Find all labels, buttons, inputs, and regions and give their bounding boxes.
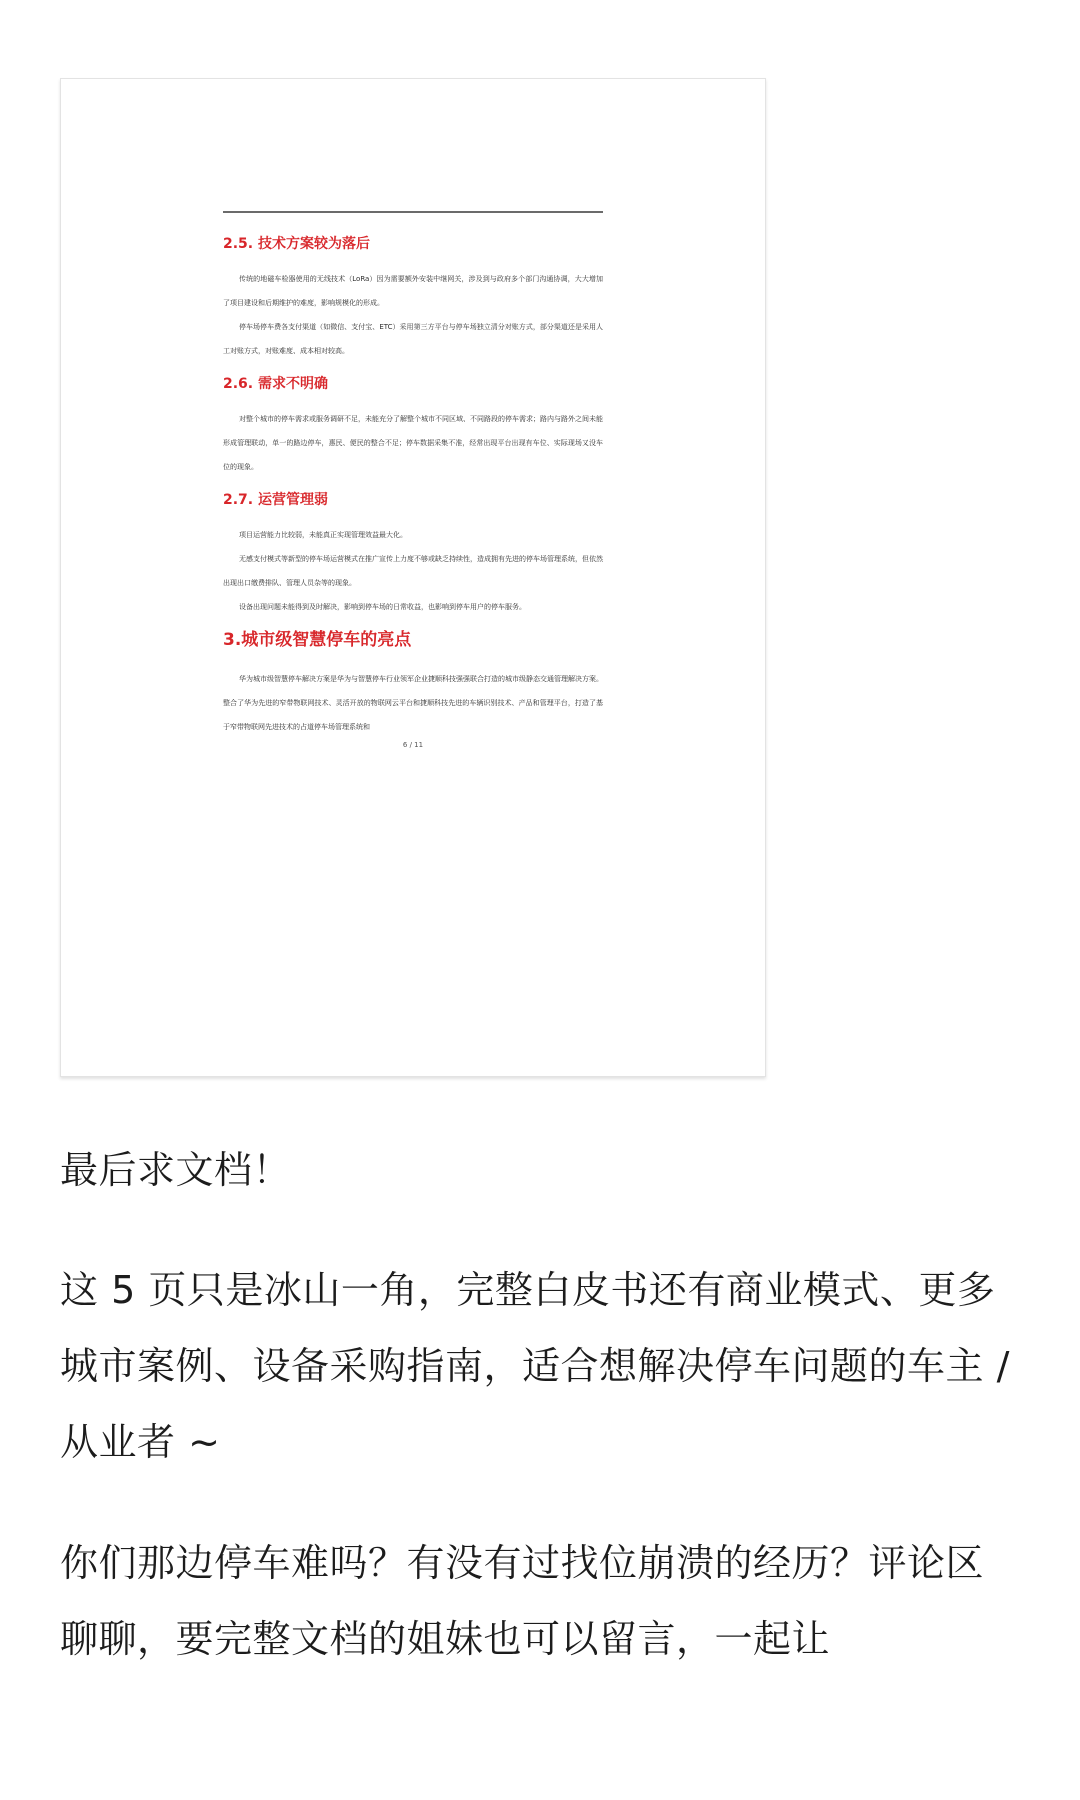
page-number: 6 / 11 <box>402 741 424 749</box>
article-paragraph-2 <box>60 1252 1020 1480</box>
header-divider <box>223 211 603 213</box>
article-paragraph-1-text: 最后求文档！ <box>60 1148 292 1192</box>
major-heading: 3.城市级智慧停车的亮点 <box>223 630 412 650</box>
section-2-5-paragraph-1: 传统的地磁车检器使用的无线技术（LoRa）因为需要额外安装中继网关，涉及到与政府多个部门沟通协调，大大增加了项目建设和后期维护的难度，影响规模化的形成。 <box>223 275 603 307</box>
section-2-7-paragraph-2: 无感支付模式等新型的停车场运营模式在推广宣传上力度不够或缺乏持续性，造成拥有先进的停车场管理系统，但依然出现出口缴费排队、管理人员杂等的现象。 <box>223 555 603 587</box>
section-2-7-paragraph-3: 设备出现问题未能得到及时解决，影响到停车场的日常收益，也影响到停车用户的停车服务。 <box>239 603 526 611</box>
section-2-7-paragraph-1: 项目运营能力比较弱，未能真正实现管理效益最大化。 <box>239 531 407 539</box>
document-page-content <box>223 211 603 739</box>
section-2-6-paragraph-1: 对整个城市的停车需求或服务调研不足，未能充分了解整个城市不同区域、不同路段的停车需求；路内与路外之间未能形成管理联动，单一的路边停车，惠民、便民的整合不足；停车数据采集不准，经常出现平台出现有车位、实际现场又没车位的现象。 <box>223 415 603 471</box>
article-paragraph-1 <box>60 1132 1020 1208</box>
section-heading-2-7: 2.7. 运营管理弱 <box>223 492 328 508</box>
section-heading-2-6: 2.6. 需求不明确 <box>223 376 328 392</box>
article-paragraph-3-text: 你们那边停车难吗？有没有过找位崩溃的经历？评论区聊聊，要完整文档的姐妹也可以留言，一起让 <box>60 1541 985 1661</box>
major-section-paragraph: 华为城市级智慧停车解决方案是华为与智慧停车行业领军企业捷顺科技强强联合打造的城市级静态交通管理解决方案。整合了华为先进的窄带物联网技术、灵活开放的物联网云平台和捷顺科技先进的车辆识别技术、产品和管理平台，打造了基于窄带物联网先进技术的占道停车场管理系统和 <box>223 675 603 731</box>
document-page-image[interactable] <box>60 78 766 1077</box>
section-2-5-paragraph-2: 停车场停车费各支付渠道（如微信、支付宝、ETC）采用第三方平台与停车场独立清分对账方式，部分渠道还是采用人工对账方式，对账难度、成本相对较高。 <box>223 323 603 355</box>
section-heading-2-5: 2.5. 技术方案较为落后 <box>223 236 370 252</box>
article-paragraph-2-text: 这 5 页只是冰山一角，完整白皮书还有商业模式、更多城市案例、设备采购指南，适合想解决停车问题的车主 / 从业者 ~ <box>60 1268 1010 1464</box>
article-paragraph-3 <box>60 1525 1020 1677</box>
